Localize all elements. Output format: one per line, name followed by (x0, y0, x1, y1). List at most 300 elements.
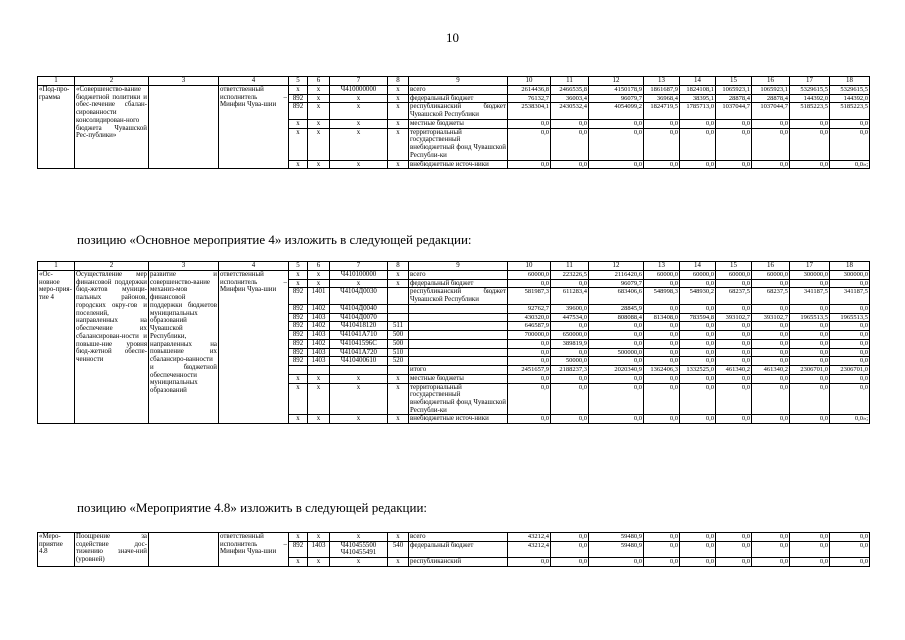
column-number-row (38, 262, 870, 271)
column-number-cell: 5 (289, 77, 308, 86)
table-row (38, 86, 870, 95)
amount-cell: 0,0 (551, 160, 589, 169)
amount-cell: 0,0 (551, 374, 589, 383)
amount-cell: 0,0 (752, 279, 790, 288)
amount-cell: 0,0 (716, 533, 752, 542)
amount-cell: 0,0 (716, 331, 752, 340)
source-cell: федеральный бюджет (409, 94, 508, 103)
code-cell: x (388, 374, 409, 383)
column-number-cell: 14 (680, 262, 716, 271)
amount-cell: 0,0 (644, 383, 680, 415)
code-cell: 892 (289, 103, 308, 119)
amount-cell: 683406,6 (589, 288, 644, 304)
column-number-cell: 18 (830, 262, 870, 271)
amount-cell: 0,0 (680, 160, 716, 169)
amount-cell: 0,0 (644, 339, 680, 348)
amount-cell: 0,0 (716, 160, 752, 169)
code-cell (289, 366, 308, 375)
code-cell: x (289, 415, 308, 424)
source-cell: внебюджетные источ-ники (409, 415, 508, 424)
amount-cell: 0,0 (790, 415, 830, 424)
column-number-cell: 13 (644, 77, 680, 86)
column-number-cell: 16 (752, 262, 790, 271)
source-cell: всего (409, 86, 508, 95)
amount-cell: 0,0 (551, 279, 589, 288)
code-cell: x (330, 533, 388, 542)
source-cell: итого (409, 366, 508, 375)
code-cell: Ч4104Д0040 (330, 304, 388, 313)
code-cell: 892 (289, 348, 308, 357)
amount-cell: 0,0 (830, 541, 870, 557)
table-main-event-4 (37, 261, 870, 424)
amount-cell: 0,0 (830, 348, 870, 357)
amount-cell: 646587,9 (508, 322, 551, 331)
code-cell: x (308, 160, 330, 169)
amount-cell: 548930,2 (680, 288, 716, 304)
amount-cell: 0,0 (752, 533, 790, 542)
code-cell: x (308, 103, 330, 119)
amount-cell: 1332525,0 (680, 366, 716, 375)
amount-cell: 0,0 (830, 374, 870, 383)
amount-cell: 0,0 (790, 541, 830, 557)
page-number: 10 (446, 30, 459, 45)
amount-cell: 36003,4 (551, 94, 589, 103)
code-cell: 892 (289, 313, 308, 322)
table-row (38, 533, 870, 542)
code-cell: x (308, 383, 330, 415)
amount-cell: 0,0 (790, 348, 830, 357)
amount-cell: 96079,7 (589, 94, 644, 103)
amount-cell: 0,0 (508, 348, 551, 357)
amount-cell: 447534,0 (551, 313, 589, 322)
amount-cell: 0,0 (716, 304, 752, 313)
code-cell: x (388, 271, 409, 280)
code-cell: x (388, 533, 409, 542)
source-cell (409, 331, 508, 340)
amount-cell: 2451657,9 (508, 366, 551, 375)
title-cell: «Совершенство-вание бюджетной политики и обес-печение сбалан-сированности консолидирован-ного бюджета Чувашской Рес-публики» (75, 86, 149, 169)
amount-cell: 0,0 (752, 322, 790, 331)
amount-cell: 0,0 (716, 279, 752, 288)
amount-cell: 28878,4 (716, 94, 752, 103)
amount-cell: 5185223,5 (790, 103, 830, 119)
amount-cell: 0,0 (644, 128, 680, 160)
amount-cell: 0,0 (716, 128, 752, 160)
status-cell: «Под-про-грамма (38, 86, 75, 169)
code-cell: 892 (289, 288, 308, 304)
column-number-cell: 2 (75, 262, 149, 271)
amount-cell: 43212,4 (508, 541, 551, 557)
amount-cell: 0,0 (589, 357, 644, 366)
code-cell: x (289, 128, 308, 160)
code-cell: Ч4104Д0030 (330, 288, 388, 304)
amount-cell: 50000,0 (551, 357, 589, 366)
amount-cell: 0,0 (508, 119, 551, 128)
amount-cell: 1785713,0 (680, 103, 716, 119)
amount-cell: 36968,4 (644, 94, 680, 103)
column-number-cell: 4 (219, 77, 289, 86)
table-subprogram (37, 76, 870, 169)
amount-cell: 1861687,9 (644, 86, 680, 95)
amount-cell: 0,0 (752, 383, 790, 415)
amount-cell: 0,0 (790, 322, 830, 331)
column-number-cell: 8 (388, 262, 409, 271)
amount-cell: 4150178,9 (589, 86, 644, 95)
code-cell: Ч4104Д0070 (330, 313, 388, 322)
instruction-paragraph-event-4-8: позицию «Мероприятие 4.8» изложить в следующей редакции: (77, 500, 428, 515)
amount-cell: 0,0 (644, 331, 680, 340)
column-number-cell: 15 (716, 77, 752, 86)
amount-cell: 0,0 (680, 128, 716, 160)
source-cell: местные бюджеты (409, 119, 508, 128)
code-cell: x (289, 558, 308, 567)
amount-cell: 0,0 (830, 279, 870, 288)
instruction-paragraph-main-event-4: позицию «Основное мероприятие 4» изложить в следующей редакции: (77, 232, 472, 247)
amount-cell: 0,0 (830, 322, 870, 331)
amount-cell: 0,0»; (830, 160, 870, 169)
amount-cell: 808088,4 (589, 313, 644, 322)
amount-cell: 0,0 (752, 119, 790, 128)
table-row (38, 271, 870, 280)
title-cell: Осуществление мер финансовой поддержки бюд-жетов муници-пальных районов, городских окру-гов и поселений, направленных на обеспечение их сбалансирован-ности и повыше-ние уровня бюд-жетной обеспе-ченности (75, 271, 149, 424)
amount-cell: 300000,0 (790, 271, 830, 280)
amount-cell: 2188237,3 (551, 366, 589, 375)
code-cell: Ч41041596С (330, 339, 388, 348)
source-cell: республиканский бюджет Чувашской Республики (410, 103, 506, 119)
table-main-event-4-body (38, 262, 870, 424)
amount-cell: 500000,0 (589, 348, 644, 357)
amount-cell: 60000,0 (508, 271, 551, 280)
goal-cell (149, 533, 219, 567)
amount-cell: 0,0 (551, 348, 589, 357)
amount-cell: 2306701,0 (830, 366, 870, 375)
amount-cell: 0,0 (790, 160, 830, 169)
amount-cell: 0,0 (508, 383, 551, 415)
amount-cell: 0,0 (589, 415, 644, 424)
amount-cell: 0,0 (680, 322, 716, 331)
code-cell (308, 366, 330, 375)
amount-cell: 0,0 (508, 339, 551, 348)
amount-cell: 60000,0 (752, 271, 790, 280)
amount-cell: 0,0 (830, 304, 870, 313)
amount-cell: 60000,0 (680, 271, 716, 280)
amount-cell: 0,0»; (830, 415, 870, 424)
code-cell: x (388, 119, 409, 128)
amount-cell: 0,0 (752, 541, 790, 557)
amount-cell: 0,0 (752, 348, 790, 357)
amount-cell: 0,0 (644, 279, 680, 288)
amount-cell: 461340,2 (716, 366, 752, 375)
amount-cell: 700000,0 (508, 331, 551, 340)
code-cell: x (388, 160, 409, 169)
source-cell (409, 322, 508, 331)
code-cell: x (388, 103, 409, 119)
source-cell: территориальный государственный внебюджетный фонд Чувашской Республи-ки (410, 128, 506, 159)
code-cell (388, 288, 409, 304)
code-cell: x (308, 279, 330, 288)
amount-cell: 39600,0 (551, 304, 589, 313)
amount-cell: 59480,9 (589, 533, 644, 542)
code-cell: x (388, 279, 409, 288)
table-subprogram-body (38, 77, 870, 169)
amount-cell: 0,0 (790, 357, 830, 366)
amount-cell: 300000,0 (830, 271, 870, 280)
amount-cell: 68237,5 (716, 288, 752, 304)
column-number-cell: 16 (752, 77, 790, 86)
code-cell: x (330, 94, 388, 103)
amount-cell: 0,0 (752, 415, 790, 424)
amount-cell: 0,0 (680, 119, 716, 128)
amount-cell: 0,0 (716, 357, 752, 366)
amount-cell: 0,0 (790, 374, 830, 383)
amount-cell: 0,0 (644, 322, 680, 331)
amount-cell: 0,0 (508, 128, 551, 160)
amount-cell: 2466535,8 (551, 86, 589, 95)
code-cell: x (388, 558, 409, 567)
title-cell: Поощрение за содействие дос-тижению значе-ний (уровней) (75, 533, 149, 567)
code-cell: 1402 (308, 322, 330, 331)
column-number-cell: 5 (289, 262, 308, 271)
amount-cell: 461340,2 (752, 366, 790, 375)
goal-cell (149, 86, 219, 169)
amount-cell: 0,0 (716, 558, 752, 567)
amount-cell: 0,0 (508, 160, 551, 169)
code-cell: 1403 (308, 541, 330, 557)
code-cell (388, 313, 409, 322)
code-cell: 892 (289, 322, 308, 331)
amount-cell: 0,0 (551, 533, 589, 542)
code-cell: x (388, 415, 409, 424)
amount-cell: 1965513,5 (790, 313, 830, 322)
amount-cell: 0,0 (790, 279, 830, 288)
code-cell: x (330, 119, 388, 128)
amount-cell: 0,0 (589, 322, 644, 331)
code-cell: x (289, 374, 308, 383)
amount-cell: 0,0 (716, 541, 752, 557)
executor-cell: ответственный исполнитель – Минфин Чува-шии (219, 271, 289, 424)
code-cell: 892 (289, 304, 308, 313)
amount-cell: 60000,0 (644, 271, 680, 280)
code-cell: x (289, 533, 308, 542)
code-cell: x (289, 160, 308, 169)
amount-cell: 1362406,3 (644, 366, 680, 375)
code-cell: Ч41041A720 (330, 348, 388, 357)
amount-cell: 0,0 (752, 304, 790, 313)
amount-cell: 0,0 (790, 339, 830, 348)
column-number-cell: 3 (149, 77, 219, 86)
column-number-cell: 11 (551, 77, 589, 86)
executor-cell: ответственный исполнитель – Минфин Чува-шии (219, 86, 289, 169)
amount-cell: 2306701,0 (790, 366, 830, 375)
amount-cell: 0,0 (790, 128, 830, 160)
amount-cell: 0,0 (644, 541, 680, 557)
amount-cell: 548998,3 (644, 288, 680, 304)
code-cell: x (388, 128, 409, 160)
amount-cell: 59480,9 (589, 541, 644, 557)
amount-cell: 813408,0 (644, 313, 680, 322)
amount-cell: 0,0 (644, 160, 680, 169)
amount-cell: 0,0 (716, 348, 752, 357)
code-cell: x (388, 94, 409, 103)
amount-cell: 1824108,1 (680, 86, 716, 95)
code-cell: x (330, 279, 388, 288)
amount-cell: 1037044,7 (752, 103, 790, 119)
amount-cell: 144392,0 (790, 94, 830, 103)
amount-cell: 0,0 (589, 383, 644, 415)
amount-cell: 0,0 (680, 348, 716, 357)
code-cell: 1402 (308, 339, 330, 348)
code-cell: 520 (388, 357, 409, 366)
amount-cell: 0,0 (589, 160, 644, 169)
amount-cell: 0,0 (752, 160, 790, 169)
code-cell: 1402 (308, 304, 330, 313)
code-cell: x (289, 383, 308, 415)
amount-cell: 68237,5 (752, 288, 790, 304)
amount-cell: 0,0 (589, 119, 644, 128)
amount-cell: 0,0 (830, 128, 870, 160)
code-cell: x (330, 160, 388, 169)
amount-cell: 611283,4 (551, 288, 589, 304)
code-cell: x (330, 374, 388, 383)
amount-cell: 393102,7 (716, 313, 752, 322)
amount-cell: 0,0 (830, 383, 870, 415)
amount-cell: 0,0 (508, 279, 551, 288)
amount-cell: 28845,9 (589, 304, 644, 313)
amount-cell: 2430532,4 (551, 103, 589, 119)
amount-cell: 0,0 (790, 558, 830, 567)
amount-cell: 0,0 (790, 331, 830, 340)
code-cell: x (330, 103, 388, 119)
amount-cell: 0,0 (680, 533, 716, 542)
amount-cell: 0,0 (551, 558, 589, 567)
code-cell: Ч410000000 (330, 86, 388, 95)
code-cell: x (308, 558, 330, 567)
amount-cell: 5329615,5 (830, 86, 870, 95)
amount-cell: 0,0 (644, 357, 680, 366)
source-cell: республиканский бюджет Чувашской Республики (410, 288, 506, 304)
code-cell: x (330, 128, 388, 160)
amount-cell: 0,0 (716, 339, 752, 348)
amount-cell: 0,0 (508, 558, 551, 567)
column-number-cell: 7 (330, 77, 388, 86)
amount-cell: 0,0 (790, 304, 830, 313)
amount-cell: 60000,0 (716, 271, 752, 280)
code-cell: 892 (289, 331, 308, 340)
source-cell (409, 339, 508, 348)
code-cell: 892 (289, 357, 308, 366)
amount-cell: 1037044,7 (716, 103, 752, 119)
column-number-cell: 10 (508, 77, 551, 86)
code-cell: x (289, 271, 308, 280)
code-cell: 1401 (308, 288, 330, 304)
amount-cell: 0,0 (644, 304, 680, 313)
amount-cell: 0,0 (830, 558, 870, 567)
source-cell: федеральный бюджет (409, 541, 508, 557)
code-cell: Ч410418120 (330, 322, 388, 331)
amount-cell: 2116420,6 (589, 271, 644, 280)
column-number-cell: 9 (409, 262, 508, 271)
amount-cell: 0,0 (644, 348, 680, 357)
code-cell: x (330, 383, 388, 415)
code-cell: 892 (289, 94, 308, 103)
code-cell: Ч410100000 (330, 271, 388, 280)
amount-cell: 0,0 (790, 383, 830, 415)
amount-cell: 0,0 (644, 119, 680, 128)
column-number-cell: 17 (790, 262, 830, 271)
amount-cell: 0,0 (752, 558, 790, 567)
amount-cell: 0,0 (716, 374, 752, 383)
code-cell (388, 304, 409, 313)
code-cell: x (289, 86, 308, 95)
code-cell: 540 (388, 541, 409, 557)
code-cell: x (308, 94, 330, 103)
amount-cell: 0,0 (752, 331, 790, 340)
amount-cell: 0,0 (680, 304, 716, 313)
amount-cell: 96079,7 (589, 279, 644, 288)
table-event-4-8-body (38, 533, 870, 567)
code-cell: x (308, 119, 330, 128)
amount-cell: 341187,5 (790, 288, 830, 304)
code-cell: x (388, 383, 409, 415)
amount-cell: 0,0 (680, 415, 716, 424)
source-cell: внебюджетные источ-ники (409, 160, 508, 169)
code-cell: Ч410400610 (330, 357, 388, 366)
amount-cell: 0,0 (680, 383, 716, 415)
executor-cell: ответственный исполнитель – Минфин Чува-шии (219, 533, 289, 567)
amount-cell: 581987,3 (508, 288, 551, 304)
code-cell: x (308, 415, 330, 424)
amount-cell: 0,0 (589, 374, 644, 383)
code-cell: 500 (388, 331, 409, 340)
code-cell (330, 366, 388, 375)
amount-cell: 0,0 (790, 119, 830, 128)
column-number-cell: 2 (75, 77, 149, 86)
amount-cell: 2614436,8 (508, 86, 551, 95)
column-number-cell: 12 (589, 77, 644, 86)
code-cell: 511 (388, 322, 409, 331)
amount-cell: 0,0 (589, 331, 644, 340)
amount-cell: 0,0 (716, 383, 752, 415)
amount-cell: 0,0 (830, 357, 870, 366)
amount-cell: 0,0 (680, 331, 716, 340)
code-cell: 1403 (308, 313, 330, 322)
code-cell: 1403 (308, 357, 330, 366)
amount-cell: 0,0 (551, 119, 589, 128)
column-number-cell: 6 (308, 262, 330, 271)
amount-cell: 1965513,5 (830, 313, 870, 322)
amount-cell: 0,0 (830, 119, 870, 128)
amount-cell: 0,0 (680, 374, 716, 383)
source-cell (409, 348, 508, 357)
code-cell (388, 366, 409, 375)
amount-cell: 76132,7 (508, 94, 551, 103)
amount-cell: 341187,5 (830, 288, 870, 304)
amount-cell: 0,0 (644, 415, 680, 424)
code-cell: 892 (289, 339, 308, 348)
amount-cell: 783594,8 (680, 313, 716, 322)
amount-cell: 0,0 (589, 339, 644, 348)
amount-cell: 0,0 (508, 357, 551, 366)
code-cell: 500 (388, 339, 409, 348)
source-cell (409, 313, 508, 322)
amount-cell: 0,0 (644, 558, 680, 567)
column-number-cell: 10 (508, 262, 551, 271)
amount-cell: 0,0 (551, 415, 589, 424)
amount-cell: 5329615,5 (790, 86, 830, 95)
column-number-cell: 3 (149, 262, 219, 271)
amount-cell: 1824719,5 (644, 103, 680, 119)
status-cell: «Меро-приятие 4.8 (38, 533, 75, 567)
